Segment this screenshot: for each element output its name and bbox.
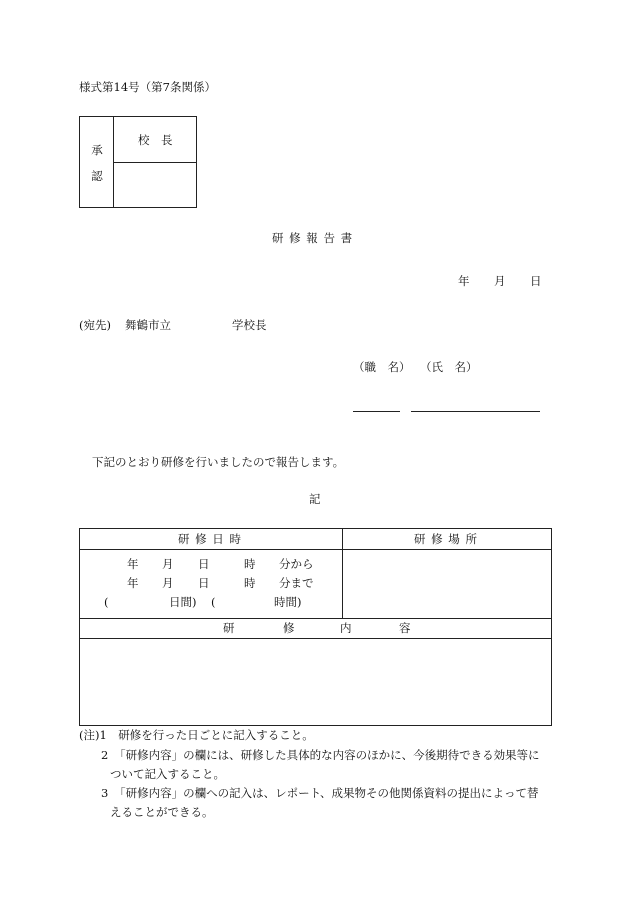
training-table (79, 528, 552, 726)
approval-box (79, 116, 197, 208)
reporter-name-label: （氏 名） (420, 360, 478, 374)
duration-days: 日間) (169, 595, 197, 609)
from-month: 月 (162, 557, 174, 571)
addressee-city: 舞鶴市立 (125, 318, 171, 332)
from-minute: 分から (279, 557, 314, 571)
date-day-label: 日 (530, 274, 542, 288)
table-rule-1 (80, 549, 551, 550)
to-hour: 時 (244, 576, 256, 590)
reporter-position-label: （職 名） (353, 360, 411, 374)
content-header-char-1: 研 (223, 621, 235, 635)
ki-label: 記 (309, 492, 321, 506)
principal-label: 校 長 (138, 133, 173, 147)
table-rule-2 (80, 618, 551, 619)
addressee-prefix: (宛先) (79, 318, 111, 332)
duration-hours: 時間) (274, 595, 302, 609)
document-title: 研 修 報 告 書 (272, 231, 354, 245)
principal-stamp-field[interactable] (115, 163, 197, 208)
duration-hours-open: ( (211, 595, 216, 609)
intro-text: 下記のとおり研修を行いましたので報告します。 (92, 455, 345, 469)
to-minute: 分まで (279, 576, 314, 590)
approval-label-column (80, 117, 114, 207)
addressee-school: 学校長 (232, 318, 267, 332)
duration-days-open: ( (104, 595, 109, 609)
note-3: 3 「研修内容」の欄への記入は、レポート、成果物その他関係資料の提出によって替 (101, 786, 539, 800)
date-month-label: 月 (494, 274, 506, 288)
form-number: 様式第14号（第7条関係） (79, 80, 216, 94)
note-2: 2 「研修内容」の欄には、研修した具体的な内容のほかに、今後期待できる効果等に (101, 748, 540, 762)
from-day: 日 (198, 557, 210, 571)
date-year-label: 年 (458, 274, 470, 288)
header-training-place: 研 修 場 所 (414, 532, 478, 546)
to-day: 日 (198, 576, 210, 590)
table-col-divider (342, 529, 343, 618)
header-training-datetime: 研 修 日 時 (178, 532, 242, 546)
content-header-char-3: 内 (340, 621, 352, 635)
content-field[interactable] (81, 639, 551, 725)
note-1: (注)1 研修を行った日ごとに記入すること。 (79, 728, 314, 742)
note-2-cont: ついて記入すること。 (110, 767, 225, 781)
to-year: 年 (127, 576, 139, 590)
note-3-cont: えることができる。 (110, 805, 214, 819)
content-header-char-2: 修 (283, 621, 295, 635)
name-signature-line[interactable] (411, 411, 540, 412)
approval-label-top: 承 (91, 143, 103, 157)
position-signature-line[interactable] (353, 411, 400, 412)
content-header-char-4: 容 (399, 621, 411, 635)
from-year: 年 (127, 557, 139, 571)
approval-label-bottom: 認 (91, 169, 103, 183)
from-hour: 時 (244, 557, 256, 571)
to-month: 月 (162, 576, 174, 590)
